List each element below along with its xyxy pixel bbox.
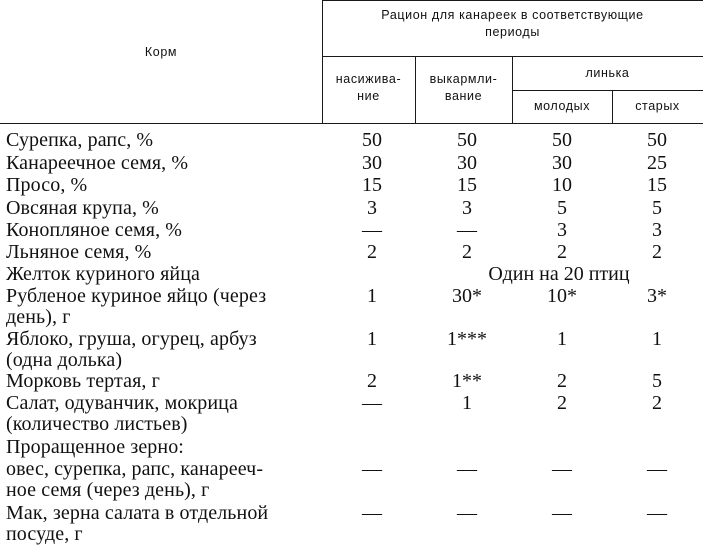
row-label-chopped-egg: Рубленое куриное яйцо (через день), г	[6, 285, 267, 328]
row-label-oats: Овсяная крупа, %	[6, 197, 159, 219]
row-label-egg-yolk: Желток куриного яйца	[6, 263, 200, 285]
feed-header: Корм	[144, 45, 178, 59]
cell: 30	[457, 152, 477, 174]
cell: 50	[362, 129, 382, 151]
cell: —	[552, 502, 572, 524]
cell: 5	[652, 197, 662, 219]
ration-header: Рацион для канареек в соответствующие периоды	[381, 8, 644, 39]
row-label-sprouted-grain: Проращенное зерно:	[6, 436, 184, 458]
cell: —	[457, 219, 477, 241]
cell: 1***	[447, 328, 487, 350]
cell: 5	[557, 197, 567, 219]
col-header-molt: линька	[585, 66, 630, 80]
cell: —	[362, 219, 382, 241]
header-bottom-rule	[0, 123, 703, 124]
cell: 2	[557, 241, 567, 263]
row-label-canary-seed: Канареечное семя, %	[6, 152, 189, 174]
cell: 2	[557, 370, 567, 392]
cell: 2	[557, 392, 567, 414]
col-header-old: старых	[635, 99, 680, 113]
cell: —	[362, 392, 382, 414]
cell: 1**	[452, 370, 482, 392]
cell: 2	[367, 241, 377, 263]
row-label-carrot: Морковь тертая, г	[6, 370, 160, 392]
cell: 2	[462, 241, 472, 263]
cell: —	[647, 502, 667, 524]
cell: —	[647, 458, 667, 480]
cell: 10	[552, 174, 572, 196]
cell: 50	[457, 129, 477, 151]
cell: —	[362, 502, 382, 524]
cell: 1	[557, 328, 567, 350]
cell: 15	[457, 174, 477, 196]
cell: 2	[652, 392, 662, 414]
row-label-sprouted-grain-detail: овес, сурепка, рапс, канарееч- ное семя (через день), г	[6, 458, 264, 501]
cell: 30	[362, 152, 382, 174]
cell: 1	[462, 392, 472, 414]
row-label-millet: Просо, %	[6, 174, 88, 196]
cell: 1	[367, 328, 377, 350]
row-label-lettuce: Салат, одуванчик, мокрица (количество листьев)	[6, 392, 238, 435]
row-label-apple-pear: Яблоко, груша, огурец, арбуз (одна долька)	[6, 328, 257, 371]
col-header-feeding: выкармли- вание	[429, 72, 498, 103]
cell: 15	[362, 174, 382, 196]
cell: 3	[557, 219, 567, 241]
row-label-poppy: Мак, зерна салата в отдельной посуде, г	[6, 502, 269, 545]
cell: 1	[367, 285, 377, 307]
cell: —	[457, 458, 477, 480]
row-label-flax-seed: Льняное семя, %	[6, 241, 152, 263]
header-molt-rule	[512, 90, 703, 91]
cell: 30*	[452, 285, 482, 307]
col-header-incubation: насижива- ние	[335, 72, 402, 103]
header-top-rule	[322, 0, 703, 1]
cell: 3*	[647, 285, 667, 307]
cell: —	[457, 502, 477, 524]
cell: 10*	[547, 285, 577, 307]
cell: 15	[647, 174, 667, 196]
col-header-young: молодых	[533, 99, 591, 113]
cell: 3	[462, 197, 472, 219]
cell: 3	[367, 197, 377, 219]
egg-yolk-span-value: Один на 20 птиц	[488, 263, 630, 285]
row-label-rapeseed: Сурепка, рапс, %	[6, 129, 154, 151]
cell: 50	[552, 129, 572, 151]
cell: 25	[647, 152, 667, 174]
cell: 3	[652, 219, 662, 241]
cell: 2	[367, 370, 377, 392]
cell: 5	[652, 370, 662, 392]
cell: 1	[652, 328, 662, 350]
cell: 50	[647, 129, 667, 151]
cell: —	[362, 458, 382, 480]
cell: 30	[552, 152, 572, 174]
cell: 2	[652, 241, 662, 263]
cell: —	[552, 458, 572, 480]
row-label-hemp-seed: Конопляное семя, %	[6, 219, 183, 241]
